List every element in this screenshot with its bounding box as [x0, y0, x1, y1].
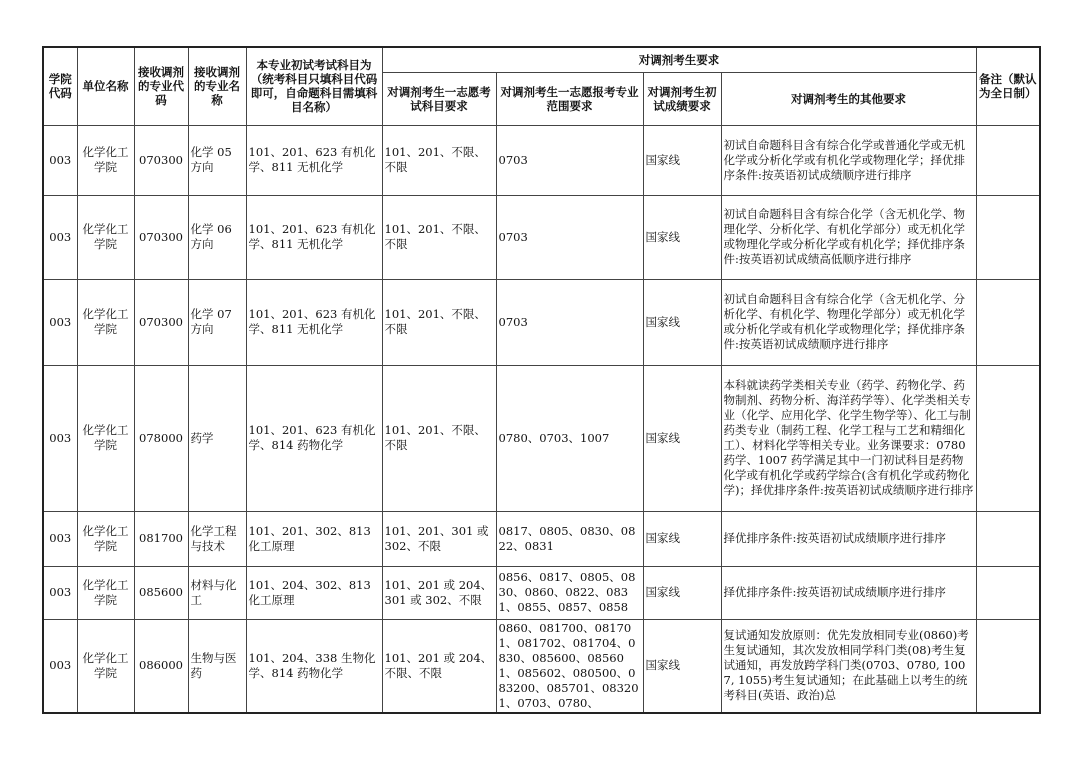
cell-major-code: 081700	[134, 511, 188, 566]
cell-exam-subjects: 101、201、623 有机化学、811 无机化学	[246, 195, 382, 279]
cell-remarks	[976, 279, 1040, 365]
cell-score-requirement: 国家线	[643, 566, 721, 619]
cell-major-name: 生物与医药	[188, 619, 246, 713]
cell-exam-subjects: 101、201、623 有机化学、811 无机化学	[246, 125, 382, 195]
header-unit-name: 单位名称	[77, 47, 134, 125]
cell-college-code: 003	[43, 279, 77, 365]
cell-major-name: 材料与化工	[188, 566, 246, 619]
cell-college-code: 003	[43, 125, 77, 195]
header-exam-subjects: 本专业初试考试科目为（统考科目只填科目代码即可，自命题科目需填科目名称）	[246, 47, 382, 125]
cell-first-choice-subjects: 101、201、不限、不限	[382, 195, 496, 279]
cell-major-range: 0860、081700、081701、081702、081704、0830、085600、085601、085602、080500、083200、085701、083201、0703、0780、	[496, 619, 643, 713]
cell-major-name: 化学工程与技术	[188, 511, 246, 566]
cell-unit-name: 化学化工学院	[77, 279, 134, 365]
table-row	[43, 365, 1040, 511]
cell-major-range: 0703	[496, 195, 643, 279]
cell-score-requirement: 国家线	[643, 365, 721, 511]
cell-first-choice-subjects: 101、201、不限、不限	[382, 365, 496, 511]
cell-first-choice-subjects: 101、201、不限、不限	[382, 279, 496, 365]
cell-other-requirements: 复试通知发放原则：优先发放相同专业(0860)考生复试通知，其次发放相同学科门类(08)考生复试通知，再发放跨学科门类(0703、0780, 1007, 1055)考生复试通知；在此基础上以考生的统考科目(英语、政治)总	[721, 619, 976, 713]
cell-major-name: 药学	[188, 365, 246, 511]
header-requirements-group: 对调剂考生要求	[382, 47, 976, 72]
cell-major-range: 0856、0817、0805、0830、0860、0822、0831、0855、0857、0858	[496, 566, 643, 619]
cell-college-code: 003	[43, 365, 77, 511]
cell-major-code: 078000	[134, 365, 188, 511]
cell-other-requirements: 择优排序条件:按英语初试成绩顺序进行排序	[721, 566, 976, 619]
cell-exam-subjects: 101、201、623 有机化学、814 药物化学	[246, 365, 382, 511]
cell-score-requirement: 国家线	[643, 125, 721, 195]
cell-score-requirement: 国家线	[643, 511, 721, 566]
table-row	[43, 195, 1040, 279]
header-first-choice-subjects: 对调剂考生一志愿考试科目要求	[382, 72, 496, 125]
cell-major-range: 0703	[496, 279, 643, 365]
cell-major-code: 085600	[134, 566, 188, 619]
table-row	[43, 566, 1040, 619]
cell-major-code: 070300	[134, 195, 188, 279]
cell-first-choice-subjects: 101、201 或 204、301 或 302、不限	[382, 566, 496, 619]
cell-other-requirements: 初试自命题科目含有综合化学（含无机化学、分析化学、有机化学、物理化学部分）或无机化学或分析化学或有机化学或物理化学；择优排序条件:按英语初试成绩顺序进行排序	[721, 279, 976, 365]
cell-first-choice-subjects: 101、201 或 204、不限、不限	[382, 619, 496, 713]
table-row	[43, 279, 1040, 365]
cell-unit-name: 化学化工学院	[77, 125, 134, 195]
cell-other-requirements: 择优排序条件:按英语初试成绩顺序进行排序	[721, 511, 976, 566]
cell-remarks	[976, 566, 1040, 619]
cell-major-name: 化学 05 方向	[188, 125, 246, 195]
cell-college-code: 003	[43, 511, 77, 566]
cell-major-range: 0703	[496, 125, 643, 195]
table-header	[43, 47, 1040, 125]
cell-exam-subjects: 101、201、302、813 化工原理	[246, 511, 382, 566]
cell-score-requirement: 国家线	[643, 619, 721, 713]
cell-other-requirements: 本科就读药学类相关专业（药学、药物化学、药物制剂、药物分析、海洋药学等）、化学类相关专业（化学、应用化学、化学生物学等）、化工与制药类专业（制药工程、化学工程与工艺和精细化工）、材料化学等相关专业。业务课要求：0780 药学、1007 药学满足其中一门初试科目是药物化学或有机化学或药学综合(含有机化学或药物化学)；择优排序条件:按英语初试成绩顺序进行排序	[721, 365, 976, 511]
cell-unit-name: 化学化工学院	[77, 619, 134, 713]
cell-major-code: 070300	[134, 125, 188, 195]
cell-unit-name: 化学化工学院	[77, 511, 134, 566]
cell-first-choice-subjects: 101、201、不限、不限	[382, 125, 496, 195]
cell-major-name: 化学 07 方向	[188, 279, 246, 365]
cell-score-requirement: 国家线	[643, 279, 721, 365]
cell-remarks	[976, 195, 1040, 279]
header-major-code: 接收调剂的专业代码	[134, 47, 188, 125]
header-score-requirement: 对调剂考生初试成绩要求	[643, 72, 721, 125]
cell-unit-name: 化学化工学院	[77, 566, 134, 619]
table-row	[43, 125, 1040, 195]
cell-remarks	[976, 619, 1040, 713]
cell-major-code: 070300	[134, 279, 188, 365]
cell-other-requirements: 初试自命题科目含有综合化学（含无机化学、物理化学、分析化学、有机化学部分）或无机化学或物理化学或分析化学或有机化学；择优排序条件:按英语初试成绩高低顺序进行排序	[721, 195, 976, 279]
cell-major-code: 086000	[134, 619, 188, 713]
cell-major-range: 0780、0703、1007	[496, 365, 643, 511]
cell-college-code: 003	[43, 195, 77, 279]
cell-exam-subjects: 101、204、302、813 化工原理	[246, 566, 382, 619]
table-row	[43, 619, 1040, 713]
header-first-choice-major-range: 对调剂考生一志愿报考专业范围要求	[496, 72, 643, 125]
cell-unit-name: 化学化工学院	[77, 195, 134, 279]
cell-first-choice-subjects: 101、201、301 或 302、不限	[382, 511, 496, 566]
header-college-code: 学院代码	[43, 47, 77, 125]
cell-major-range: 0817、0805、0830、0822、0831	[496, 511, 643, 566]
cell-other-requirements: 初试自命题科目含有综合化学或普通化学或无机化学或分析化学或有机化学或物理化学；择优排序条件:按英语初试成绩顺序进行排序	[721, 125, 976, 195]
adjustment-requirements-table	[42, 46, 1041, 714]
cell-exam-subjects: 101、204、338 生物化学、814 药物化学	[246, 619, 382, 713]
table-row	[43, 511, 1040, 566]
cell-college-code: 003	[43, 566, 77, 619]
header-other-requirements: 对调剂考生的其他要求	[721, 72, 976, 125]
cell-score-requirement: 国家线	[643, 195, 721, 279]
cell-major-name: 化学 06 方向	[188, 195, 246, 279]
table-body	[43, 125, 1040, 713]
cell-remarks	[976, 125, 1040, 195]
cell-unit-name: 化学化工学院	[77, 365, 134, 511]
cell-remarks	[976, 511, 1040, 566]
header-major-name: 接收调剂的专业名称	[188, 47, 246, 125]
cell-college-code: 003	[43, 619, 77, 713]
cell-exam-subjects: 101、201、623 有机化学、811 无机化学	[246, 279, 382, 365]
header-remarks: 备注（默认为全日制）	[976, 47, 1040, 125]
cell-remarks	[976, 365, 1040, 511]
